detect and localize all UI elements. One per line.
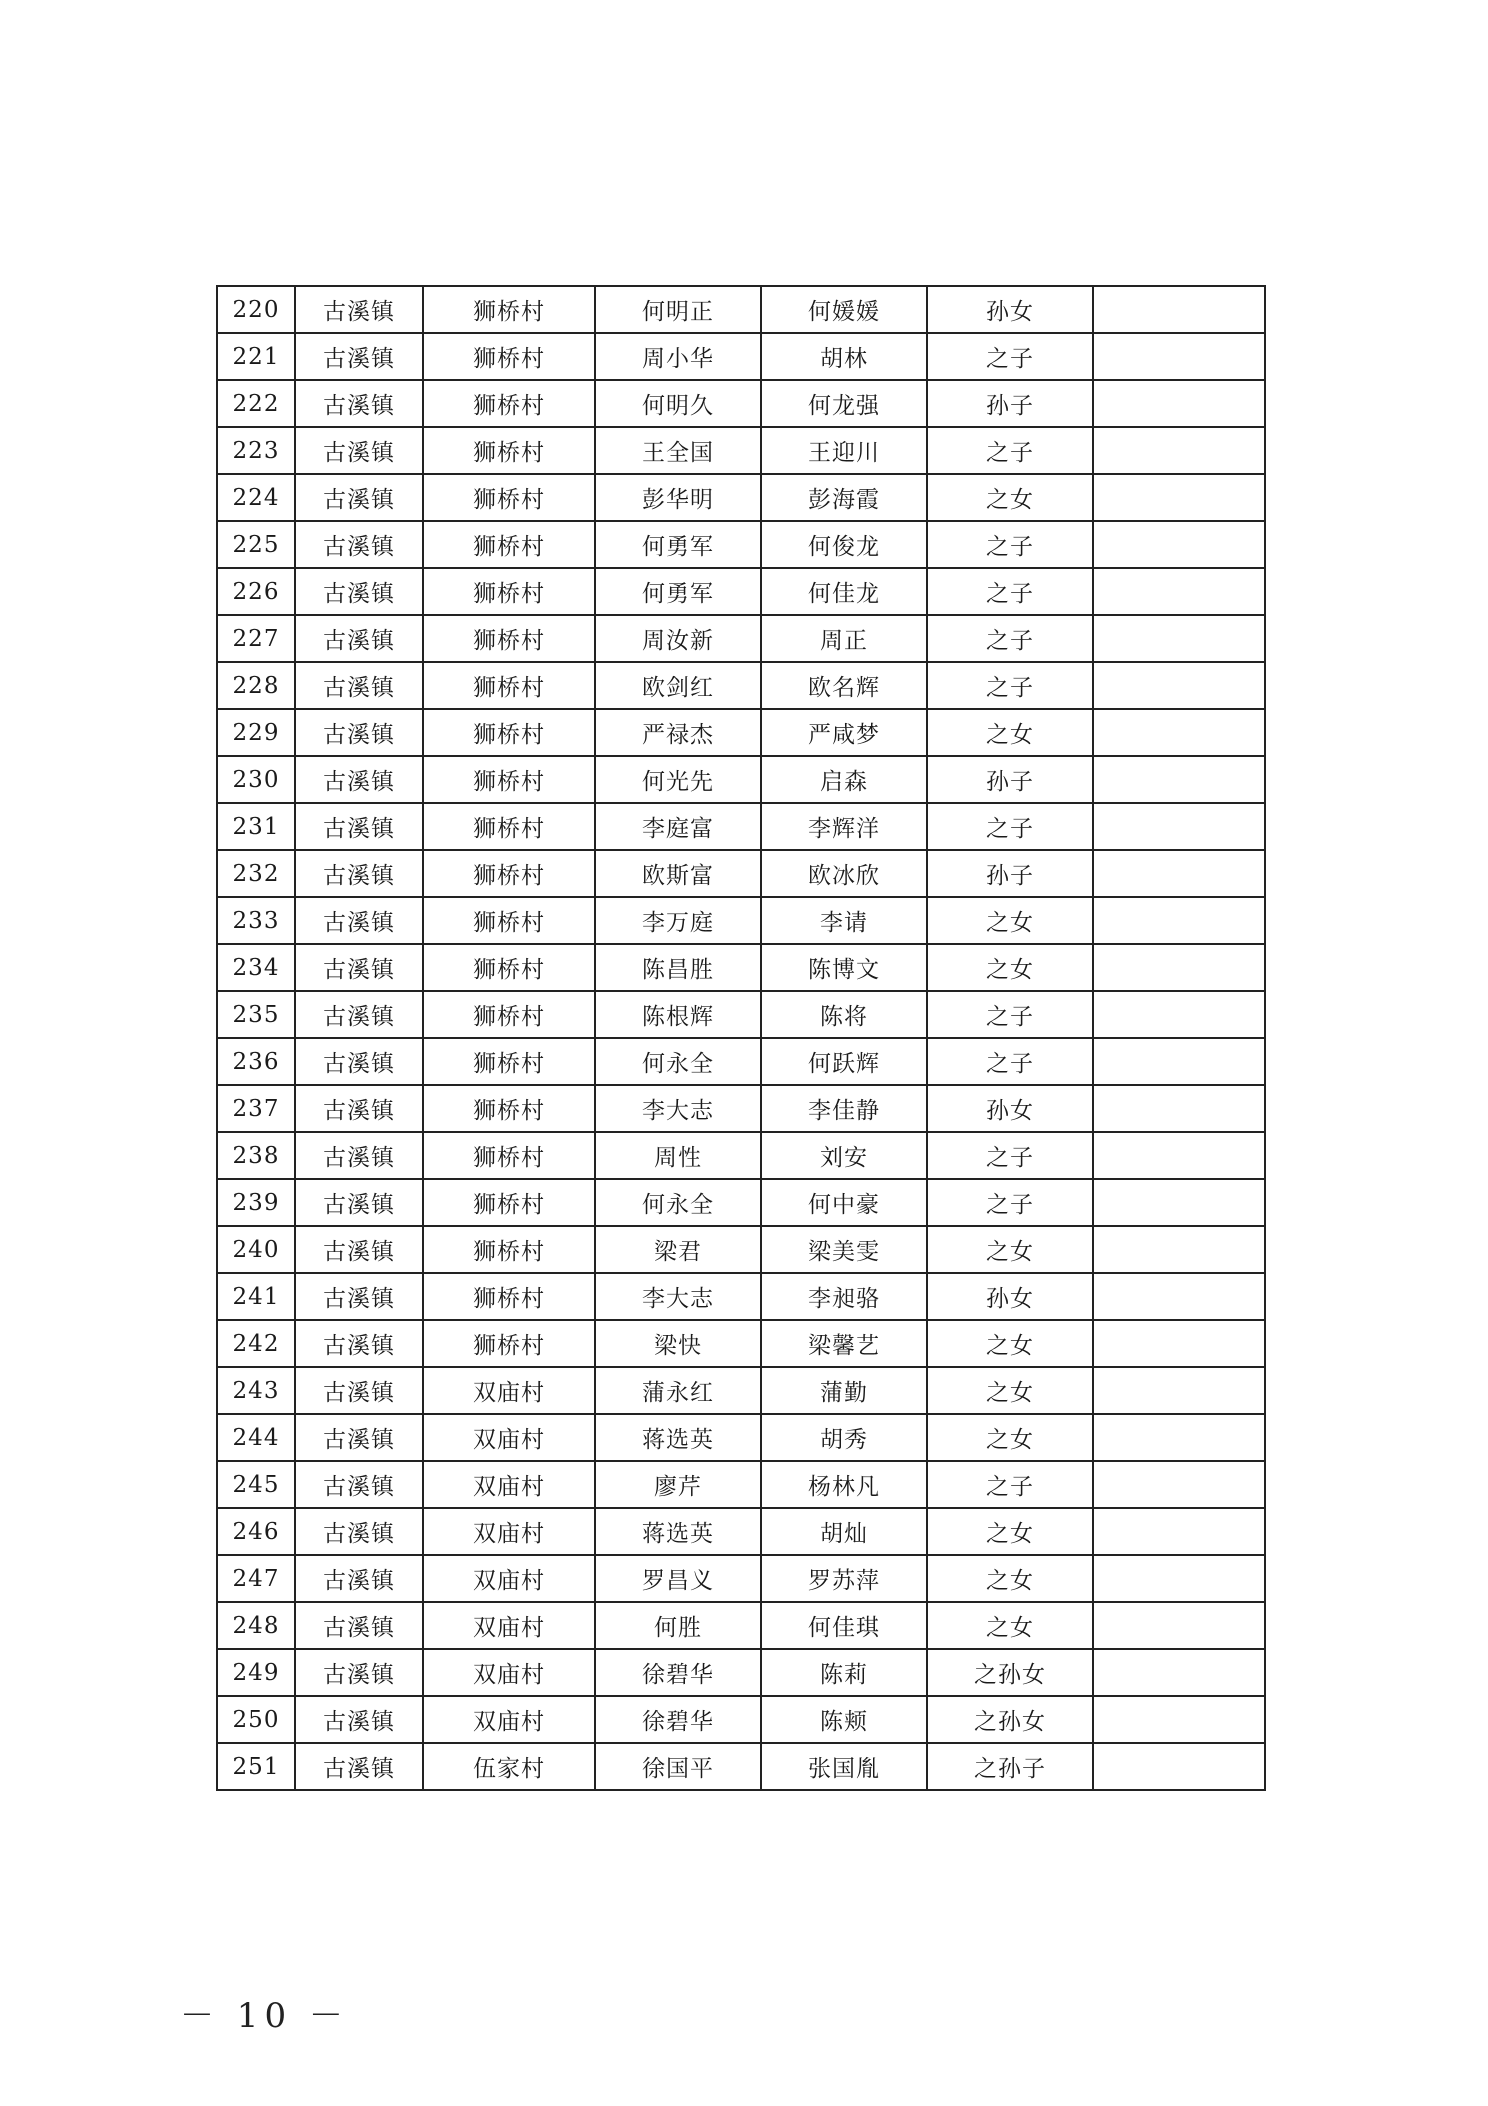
relation-cell: 之女	[927, 944, 1093, 991]
village-cell: 狮桥村	[423, 756, 595, 803]
village-cell: 狮桥村	[423, 1038, 595, 1085]
page-number: － 10 －	[180, 1996, 349, 2036]
row-number-cell: 220	[217, 286, 295, 333]
name-cell: 何明久	[595, 380, 761, 427]
table-row	[217, 1555, 1265, 1602]
table-row	[217, 1414, 1265, 1461]
relation-cell: 孙子	[927, 756, 1093, 803]
table-row	[217, 850, 1265, 897]
table-row	[217, 1179, 1265, 1226]
child-name-cell: 陈将	[761, 991, 927, 1038]
name-cell: 廖芹	[595, 1461, 761, 1508]
note-cell	[1093, 1508, 1265, 1555]
table-row	[217, 709, 1265, 756]
table-row	[217, 756, 1265, 803]
row-number-cell: 225	[217, 521, 295, 568]
note-cell	[1093, 1038, 1265, 1085]
child-name-cell: 何媛媛	[761, 286, 927, 333]
note-cell	[1093, 1226, 1265, 1273]
name-cell: 李万庭	[595, 897, 761, 944]
relation-cell: 之子	[927, 521, 1093, 568]
note-cell	[1093, 662, 1265, 709]
note-cell	[1093, 944, 1265, 991]
name-cell: 蒋选英	[595, 1508, 761, 1555]
row-number-cell: 249	[217, 1649, 295, 1696]
village-cell: 狮桥村	[423, 521, 595, 568]
note-cell	[1093, 1414, 1265, 1461]
relation-cell: 之女	[927, 1414, 1093, 1461]
relation-cell: 孙女	[927, 1273, 1093, 1320]
table-row	[217, 1132, 1265, 1179]
town-cell: 古溪镇	[295, 615, 423, 662]
name-cell: 欧剑红	[595, 662, 761, 709]
note-cell	[1093, 1461, 1265, 1508]
table-row	[217, 803, 1265, 850]
name-cell: 严禄杰	[595, 709, 761, 756]
child-name-cell: 梁馨艺	[761, 1320, 927, 1367]
note-cell	[1093, 1273, 1265, 1320]
note-cell	[1093, 380, 1265, 427]
row-number-cell: 241	[217, 1273, 295, 1320]
table-row	[217, 286, 1265, 333]
relation-cell: 之女	[927, 1367, 1093, 1414]
town-cell: 古溪镇	[295, 897, 423, 944]
child-name-cell: 梁美雯	[761, 1226, 927, 1273]
name-cell: 何胜	[595, 1602, 761, 1649]
child-name-cell: 胡秀	[761, 1414, 927, 1461]
table-row	[217, 1743, 1265, 1790]
table-row	[217, 944, 1265, 991]
village-cell: 双庙村	[423, 1508, 595, 1555]
note-cell	[1093, 521, 1265, 568]
name-cell: 梁快	[595, 1320, 761, 1367]
note-cell	[1093, 333, 1265, 380]
town-cell: 古溪镇	[295, 1696, 423, 1743]
table-row	[217, 568, 1265, 615]
name-cell: 周小华	[595, 333, 761, 380]
town-cell: 古溪镇	[295, 1085, 423, 1132]
child-name-cell: 何佳龙	[761, 568, 927, 615]
name-cell: 何永全	[595, 1038, 761, 1085]
note-cell	[1093, 1179, 1265, 1226]
relation-cell: 之子	[927, 662, 1093, 709]
note-cell	[1093, 1696, 1265, 1743]
village-cell: 狮桥村	[423, 1320, 595, 1367]
relation-cell: 之孙子	[927, 1743, 1093, 1790]
relation-cell: 之孙女	[927, 1696, 1093, 1743]
child-name-cell: 刘安	[761, 1132, 927, 1179]
relation-cell: 之子	[927, 333, 1093, 380]
child-name-cell: 胡灿	[761, 1508, 927, 1555]
village-cell: 狮桥村	[423, 1085, 595, 1132]
village-cell: 狮桥村	[423, 286, 595, 333]
row-number-cell: 240	[217, 1226, 295, 1273]
child-name-cell: 欧冰欣	[761, 850, 927, 897]
relation-cell: 之子	[927, 1179, 1093, 1226]
child-name-cell: 李昶骆	[761, 1273, 927, 1320]
town-cell: 古溪镇	[295, 1038, 423, 1085]
row-number-cell: 226	[217, 568, 295, 615]
town-cell: 古溪镇	[295, 286, 423, 333]
table-row	[217, 1367, 1265, 1414]
relation-cell: 之子	[927, 991, 1093, 1038]
village-cell: 双庙村	[423, 1461, 595, 1508]
town-cell: 古溪镇	[295, 1226, 423, 1273]
table-row	[217, 1273, 1265, 1320]
village-cell: 狮桥村	[423, 568, 595, 615]
row-number-cell: 248	[217, 1602, 295, 1649]
village-cell: 狮桥村	[423, 1132, 595, 1179]
row-number-cell: 223	[217, 427, 295, 474]
note-cell	[1093, 850, 1265, 897]
note-cell	[1093, 1649, 1265, 1696]
table-row	[217, 1696, 1265, 1743]
row-number-cell: 242	[217, 1320, 295, 1367]
row-number-cell: 239	[217, 1179, 295, 1226]
row-number-cell: 246	[217, 1508, 295, 1555]
note-cell	[1093, 756, 1265, 803]
village-cell: 狮桥村	[423, 474, 595, 521]
relation-cell: 之子	[927, 1132, 1093, 1179]
row-number-cell: 231	[217, 803, 295, 850]
town-cell: 古溪镇	[295, 568, 423, 615]
name-cell: 徐国平	[595, 1743, 761, 1790]
table-row	[217, 1226, 1265, 1273]
note-cell	[1093, 427, 1265, 474]
row-number-cell: 230	[217, 756, 295, 803]
relation-cell: 孙子	[927, 380, 1093, 427]
relation-cell: 之女	[927, 1508, 1093, 1555]
name-cell: 蒋选英	[595, 1414, 761, 1461]
name-cell: 彭华明	[595, 474, 761, 521]
child-name-cell: 李请	[761, 897, 927, 944]
note-cell	[1093, 474, 1265, 521]
village-cell: 狮桥村	[423, 380, 595, 427]
child-name-cell: 陈博文	[761, 944, 927, 991]
child-name-cell: 胡林	[761, 333, 927, 380]
village-cell: 狮桥村	[423, 709, 595, 756]
row-number-cell: 244	[217, 1414, 295, 1461]
relation-cell: 之女	[927, 1226, 1093, 1273]
child-name-cell: 李佳静	[761, 1085, 927, 1132]
village-cell: 狮桥村	[423, 944, 595, 991]
town-cell: 古溪镇	[295, 1649, 423, 1696]
relation-cell: 之子	[927, 568, 1093, 615]
relation-cell: 之女	[927, 474, 1093, 521]
table-row	[217, 1602, 1265, 1649]
town-cell: 古溪镇	[295, 1602, 423, 1649]
village-cell: 双庙村	[423, 1414, 595, 1461]
row-number-cell: 232	[217, 850, 295, 897]
town-cell: 古溪镇	[295, 474, 423, 521]
row-number-cell: 238	[217, 1132, 295, 1179]
town-cell: 古溪镇	[295, 1414, 423, 1461]
row-number-cell: 228	[217, 662, 295, 709]
name-cell: 欧斯富	[595, 850, 761, 897]
village-cell: 狮桥村	[423, 333, 595, 380]
note-cell	[1093, 897, 1265, 944]
child-name-cell: 彭海霞	[761, 474, 927, 521]
name-cell: 李庭富	[595, 803, 761, 850]
name-cell: 蒲永红	[595, 1367, 761, 1414]
relation-cell: 之子	[927, 803, 1093, 850]
note-cell	[1093, 1132, 1265, 1179]
table-row	[217, 897, 1265, 944]
row-number-cell: 236	[217, 1038, 295, 1085]
roster-table-body	[217, 286, 1265, 1790]
village-cell: 狮桥村	[423, 897, 595, 944]
row-number-cell: 245	[217, 1461, 295, 1508]
relation-cell: 之子	[927, 1038, 1093, 1085]
child-name-cell: 张国胤	[761, 1743, 927, 1790]
town-cell: 古溪镇	[295, 1461, 423, 1508]
town-cell: 古溪镇	[295, 756, 423, 803]
child-name-cell: 何俊龙	[761, 521, 927, 568]
name-cell: 陈昌胜	[595, 944, 761, 991]
child-name-cell: 王迎川	[761, 427, 927, 474]
row-number-cell: 243	[217, 1367, 295, 1414]
row-number-cell: 222	[217, 380, 295, 427]
child-name-cell: 陈莉	[761, 1649, 927, 1696]
row-number-cell: 247	[217, 1555, 295, 1602]
note-cell	[1093, 568, 1265, 615]
town-cell: 古溪镇	[295, 1132, 423, 1179]
village-cell: 狮桥村	[423, 615, 595, 662]
table-row	[217, 662, 1265, 709]
roster-table	[216, 285, 1266, 1791]
table-row	[217, 1320, 1265, 1367]
village-cell: 伍家村	[423, 1743, 595, 1790]
note-cell	[1093, 991, 1265, 1038]
child-name-cell: 何龙强	[761, 380, 927, 427]
name-cell: 何明正	[595, 286, 761, 333]
child-name-cell: 罗苏萍	[761, 1555, 927, 1602]
town-cell: 古溪镇	[295, 1179, 423, 1226]
table-row	[217, 1508, 1265, 1555]
town-cell: 古溪镇	[295, 944, 423, 991]
village-cell: 双庙村	[423, 1696, 595, 1743]
table-row	[217, 521, 1265, 568]
village-cell: 狮桥村	[423, 850, 595, 897]
child-name-cell: 杨林凡	[761, 1461, 927, 1508]
note-cell	[1093, 286, 1265, 333]
relation-cell: 之女	[927, 897, 1093, 944]
relation-cell: 孙子	[927, 850, 1093, 897]
town-cell: 古溪镇	[295, 1320, 423, 1367]
note-cell	[1093, 1743, 1265, 1790]
note-cell	[1093, 1085, 1265, 1132]
table-row	[217, 1461, 1265, 1508]
name-cell: 何勇军	[595, 568, 761, 615]
town-cell: 古溪镇	[295, 333, 423, 380]
name-cell: 梁君	[595, 1226, 761, 1273]
name-cell: 李大志	[595, 1085, 761, 1132]
name-cell: 徐碧华	[595, 1696, 761, 1743]
town-cell: 古溪镇	[295, 991, 423, 1038]
child-name-cell: 启森	[761, 756, 927, 803]
row-number-cell: 251	[217, 1743, 295, 1790]
name-cell: 徐碧华	[595, 1649, 761, 1696]
relation-cell: 之子	[927, 427, 1093, 474]
village-cell: 狮桥村	[423, 991, 595, 1038]
child-name-cell: 何跃辉	[761, 1038, 927, 1085]
village-cell: 狮桥村	[423, 803, 595, 850]
row-number-cell: 227	[217, 615, 295, 662]
name-cell: 罗昌义	[595, 1555, 761, 1602]
note-cell	[1093, 1320, 1265, 1367]
row-number-cell: 235	[217, 991, 295, 1038]
relation-cell: 之女	[927, 1320, 1093, 1367]
name-cell: 周汝新	[595, 615, 761, 662]
child-name-cell: 何中豪	[761, 1179, 927, 1226]
village-cell: 双庙村	[423, 1555, 595, 1602]
name-cell: 何光先	[595, 756, 761, 803]
relation-cell: 之女	[927, 709, 1093, 756]
village-cell: 狮桥村	[423, 1273, 595, 1320]
name-cell: 何勇军	[595, 521, 761, 568]
row-number-cell: 224	[217, 474, 295, 521]
village-cell: 狮桥村	[423, 427, 595, 474]
village-cell: 双庙村	[423, 1649, 595, 1696]
row-number-cell: 234	[217, 944, 295, 991]
name-cell: 何永全	[595, 1179, 761, 1226]
town-cell: 古溪镇	[295, 427, 423, 474]
note-cell	[1093, 1367, 1265, 1414]
town-cell: 古溪镇	[295, 803, 423, 850]
row-number-cell: 221	[217, 333, 295, 380]
relation-cell: 之子	[927, 615, 1093, 662]
town-cell: 古溪镇	[295, 380, 423, 427]
table-row	[217, 1649, 1265, 1696]
town-cell: 古溪镇	[295, 521, 423, 568]
note-cell	[1093, 1555, 1265, 1602]
table-row	[217, 1038, 1265, 1085]
name-cell: 周性	[595, 1132, 761, 1179]
child-name-cell: 陈颊	[761, 1696, 927, 1743]
town-cell: 古溪镇	[295, 1367, 423, 1414]
child-name-cell: 欧名辉	[761, 662, 927, 709]
child-name-cell: 严咸梦	[761, 709, 927, 756]
relation-cell: 孙女	[927, 1085, 1093, 1132]
town-cell: 古溪镇	[295, 662, 423, 709]
table-row	[217, 380, 1265, 427]
note-cell	[1093, 803, 1265, 850]
village-cell: 双庙村	[423, 1367, 595, 1414]
relation-cell: 之女	[927, 1602, 1093, 1649]
village-cell: 双庙村	[423, 1602, 595, 1649]
note-cell	[1093, 709, 1265, 756]
row-number-cell: 233	[217, 897, 295, 944]
town-cell: 古溪镇	[295, 1743, 423, 1790]
row-number-cell: 250	[217, 1696, 295, 1743]
relation-cell: 之女	[927, 1555, 1093, 1602]
child-name-cell: 何佳琪	[761, 1602, 927, 1649]
relation-cell: 之子	[927, 1461, 1093, 1508]
village-cell: 狮桥村	[423, 662, 595, 709]
table-row	[217, 1085, 1265, 1132]
name-cell: 陈根辉	[595, 991, 761, 1038]
town-cell: 古溪镇	[295, 709, 423, 756]
relation-cell: 孙女	[927, 286, 1093, 333]
town-cell: 古溪镇	[295, 1555, 423, 1602]
child-name-cell: 蒲勤	[761, 1367, 927, 1414]
row-number-cell: 237	[217, 1085, 295, 1132]
note-cell	[1093, 615, 1265, 662]
town-cell: 古溪镇	[295, 1508, 423, 1555]
relation-cell: 之孙女	[927, 1649, 1093, 1696]
name-cell: 王全国	[595, 427, 761, 474]
village-cell: 狮桥村	[423, 1179, 595, 1226]
table-row	[217, 333, 1265, 380]
table-row	[217, 427, 1265, 474]
town-cell: 古溪镇	[295, 850, 423, 897]
table-row	[217, 615, 1265, 662]
note-cell	[1093, 1602, 1265, 1649]
name-cell: 李大志	[595, 1273, 761, 1320]
row-number-cell: 229	[217, 709, 295, 756]
child-name-cell: 周正	[761, 615, 927, 662]
town-cell: 古溪镇	[295, 1273, 423, 1320]
child-name-cell: 李辉洋	[761, 803, 927, 850]
table-row	[217, 991, 1265, 1038]
village-cell: 狮桥村	[423, 1226, 595, 1273]
table-row	[217, 474, 1265, 521]
